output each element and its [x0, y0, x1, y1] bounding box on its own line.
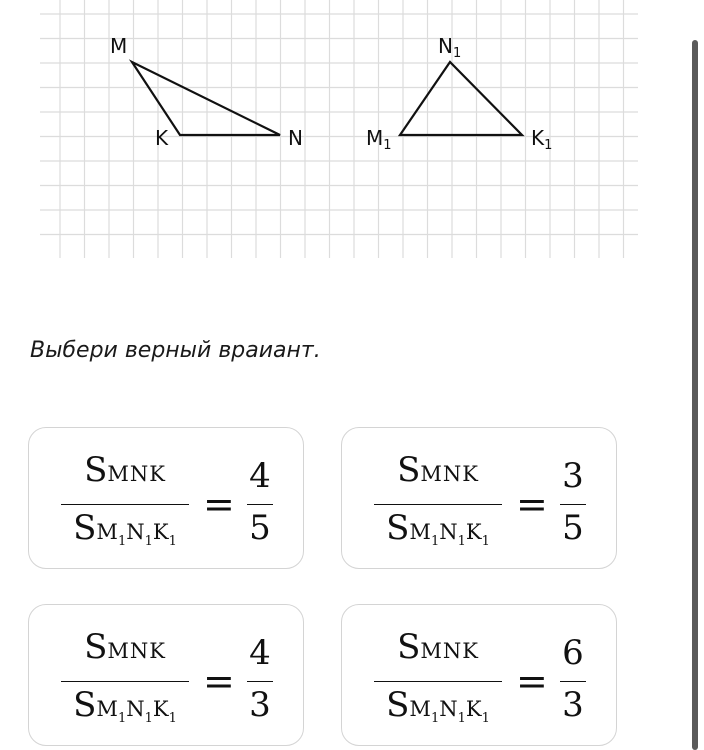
sub-k: K	[465, 697, 482, 721]
label-m1-index: 1	[383, 138, 392, 153]
fraction-bar	[560, 504, 586, 505]
label-m1	[366, 126, 392, 153]
area-symbol: S	[73, 685, 97, 725]
sub-k: K	[465, 520, 482, 544]
ratio-formula	[374, 619, 594, 731]
answer-option-4[interactable]	[341, 604, 617, 746]
label-k: K	[155, 126, 169, 150]
area-subscript: MNK	[107, 462, 166, 486]
area-symbol: S	[73, 508, 97, 548]
area-m1n1k1	[374, 685, 502, 733]
sub-n: N	[126, 520, 145, 544]
ratio-formula	[61, 442, 281, 554]
area-subscript: MNK	[107, 639, 166, 663]
area-mnk	[374, 627, 502, 671]
sub-m: M	[96, 697, 118, 721]
equals-sign: =	[203, 482, 235, 526]
answer-option-3[interactable]	[28, 604, 304, 746]
area-subscript: MNK	[420, 462, 479, 486]
sub-n: N	[126, 697, 145, 721]
sub-k: K	[152, 697, 169, 721]
area-mnk	[61, 450, 189, 494]
label-k1-letter: K	[531, 126, 545, 150]
fraction-bar	[247, 504, 273, 505]
label-n1-index: 1	[452, 46, 462, 61]
sub-index: 1	[430, 534, 440, 549]
sub-index: 1	[457, 711, 466, 726]
label-n: N	[288, 126, 303, 150]
label-k1-index: 1	[544, 138, 553, 153]
label-k1	[531, 126, 552, 153]
fraction-bar	[374, 504, 502, 505]
fraction-bar	[61, 504, 189, 505]
sub-index: 1	[430, 711, 440, 726]
area-mnk	[61, 627, 189, 671]
sub-m: M	[96, 520, 118, 544]
ratio-numerator: 6	[562, 633, 584, 673]
area-symbol: S	[84, 627, 108, 667]
equals-sign: =	[516, 659, 548, 703]
grid-background	[40, 0, 638, 258]
answer-option-2[interactable]	[341, 427, 617, 569]
area-symbol: S	[397, 627, 421, 667]
sub-n: N	[439, 697, 458, 721]
fraction-bar	[247, 681, 273, 682]
area-symbol: S	[397, 450, 421, 490]
ratio-denominator: 3	[562, 685, 584, 725]
ratio-numerator: 4	[249, 633, 271, 673]
scrollbar[interactable]	[692, 40, 698, 750]
sub-index: 1	[481, 534, 490, 549]
fraction-bar	[560, 681, 586, 682]
area-m1n1k1	[61, 685, 189, 733]
ratio-denominator: 5	[562, 508, 584, 548]
ratio-numerator: 3	[562, 456, 584, 496]
sub-index: 1	[144, 534, 153, 549]
sub-index: 1	[457, 534, 466, 549]
triangles-figure	[0, 0, 680, 270]
area-m1n1k1	[61, 508, 189, 556]
area-symbol: S	[386, 685, 410, 725]
triangle-m1n1k1	[400, 62, 522, 135]
ratio-denominator: 5	[249, 508, 271, 548]
area-m1n1k1	[374, 508, 502, 556]
label-n1-letter: N	[438, 34, 453, 58]
ratio-denominator: 3	[249, 685, 271, 725]
instruction-text: Выбери верный враиант.	[30, 338, 321, 363]
area-symbol: S	[386, 508, 410, 548]
sub-m: M	[409, 520, 431, 544]
fraction-bar	[374, 681, 502, 682]
sub-index: 1	[168, 534, 177, 549]
sub-index: 1	[144, 711, 153, 726]
sub-index: 1	[117, 534, 127, 549]
sub-index: 1	[117, 711, 127, 726]
ratio-formula	[374, 442, 594, 554]
equals-sign: =	[516, 482, 548, 526]
answer-option-1[interactable]	[28, 427, 304, 569]
area-subscript: MNK	[420, 639, 479, 663]
label-m: M	[110, 34, 128, 58]
area-mnk	[374, 450, 502, 494]
ratio-numerator: 4	[249, 456, 271, 496]
label-m1-letter: M	[366, 126, 384, 150]
sub-m: M	[409, 697, 431, 721]
triangle-mkn	[132, 62, 280, 135]
sub-index: 1	[481, 711, 490, 726]
ratio-formula	[61, 619, 281, 731]
equals-sign: =	[203, 659, 235, 703]
sub-n: N	[439, 520, 458, 544]
sub-index: 1	[168, 711, 177, 726]
sub-k: K	[152, 520, 169, 544]
area-symbol: S	[84, 450, 108, 490]
fraction-bar	[61, 681, 189, 682]
